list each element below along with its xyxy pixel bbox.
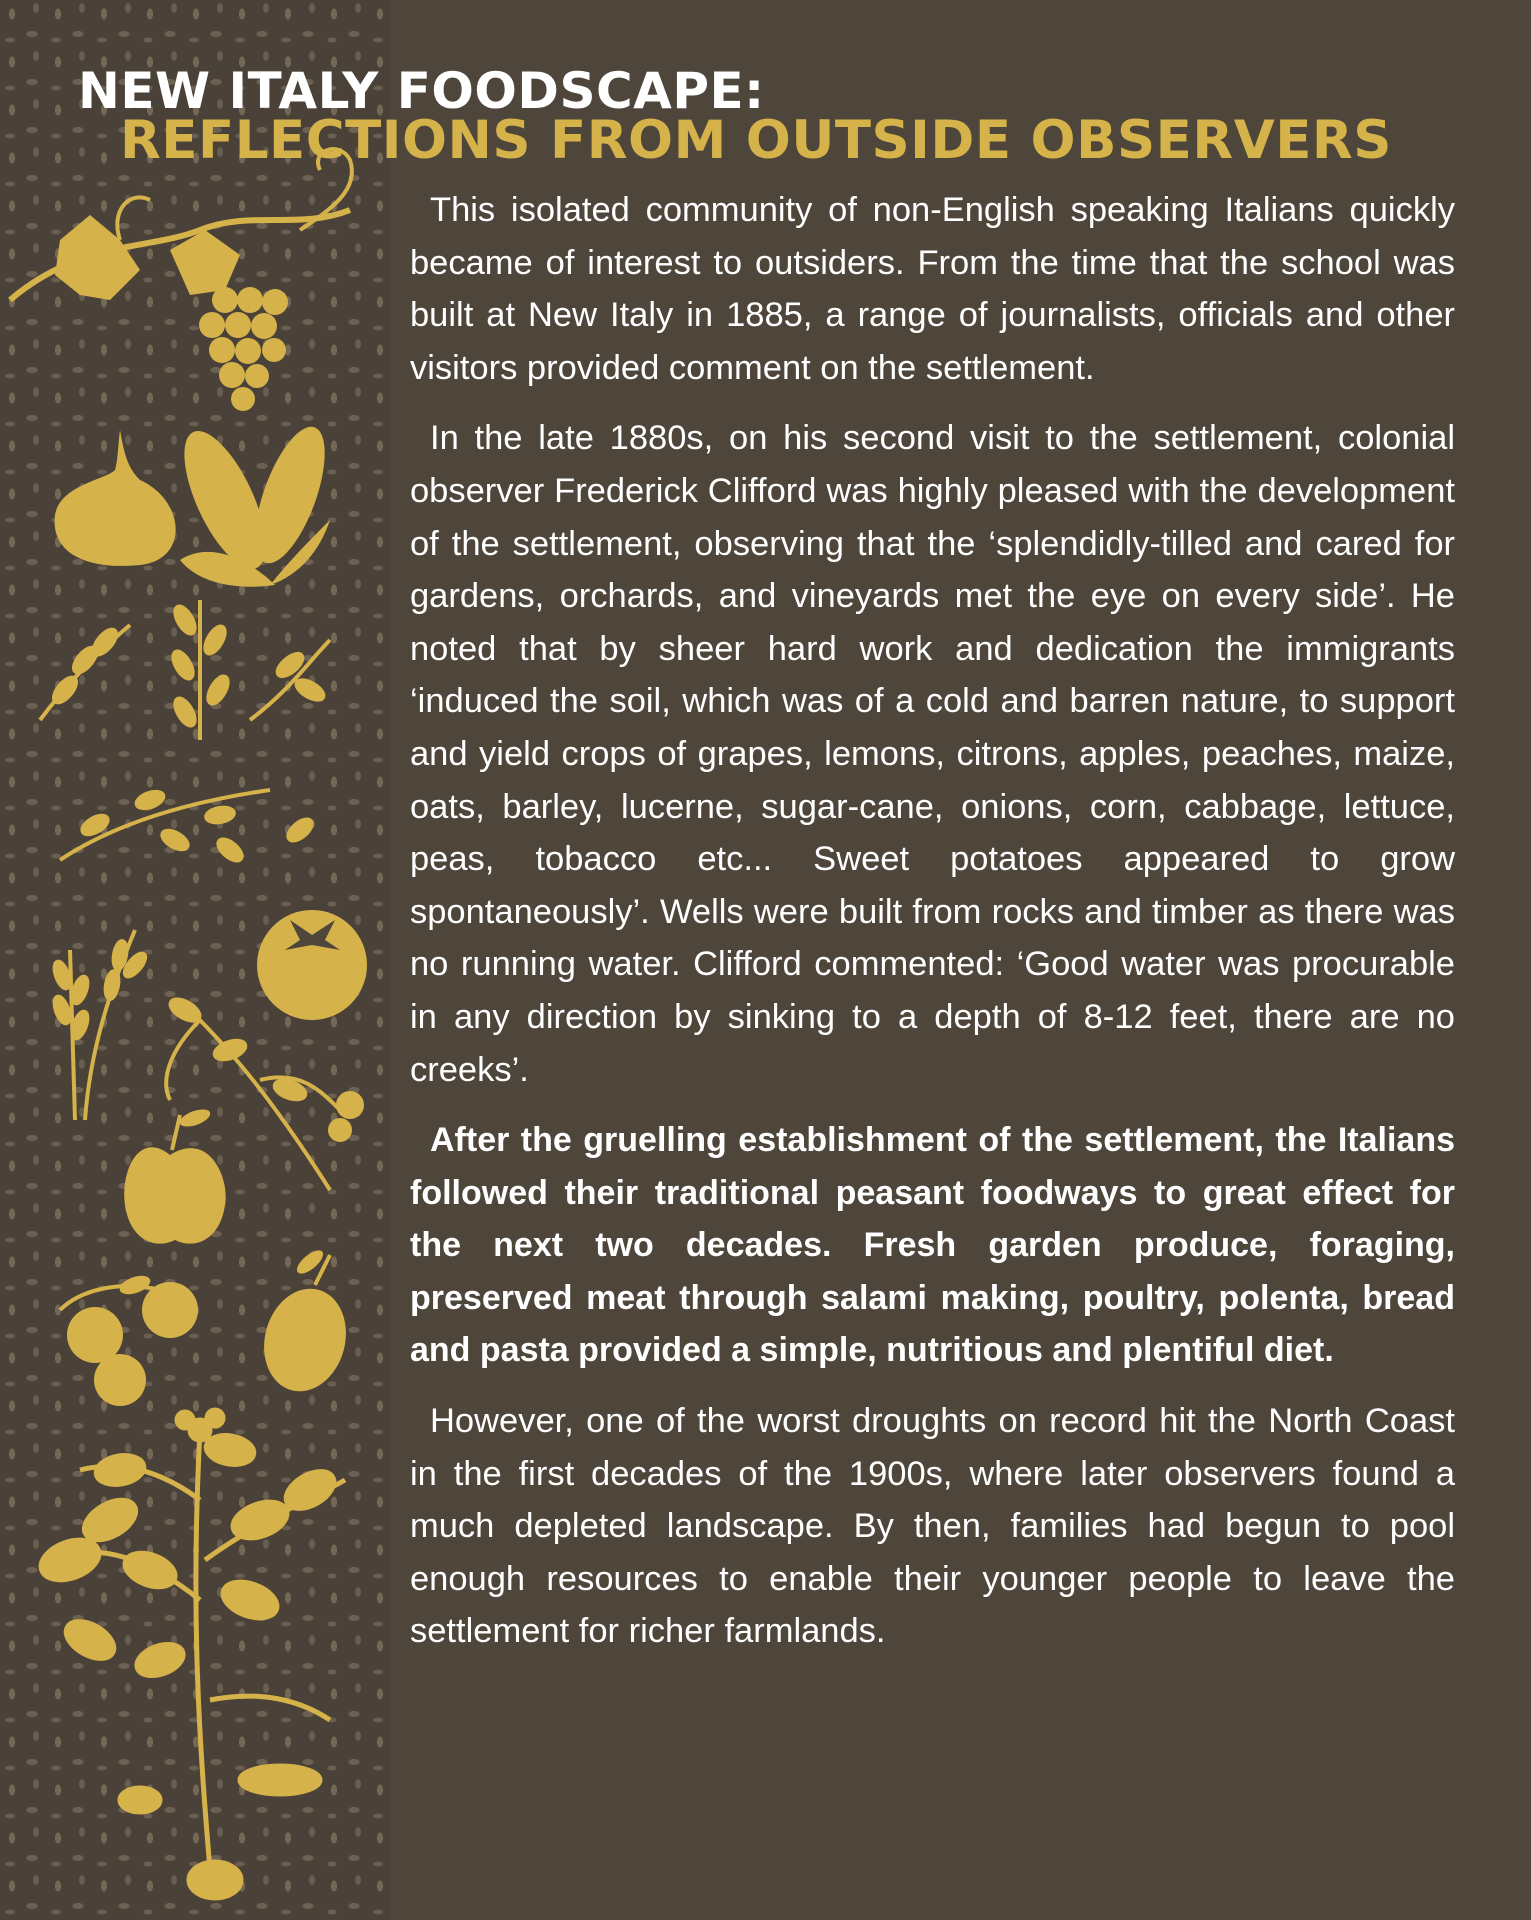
lemon-icon	[253, 1246, 357, 1400]
paragraph-intro: This isolated community of non-English speaking Italians quickly became of interest to outsiders. From the time that the school was built at New Italy in 1885, a range of journalists, officials and other visitors provided comment on the settlement.	[410, 191, 1455, 387]
title-subtitle: REFLECTIONS FROM OUTSIDE OBSERVERS	[120, 110, 1392, 171]
produce-illustration-strip	[0, 0, 390, 1920]
wheat-icon	[52, 930, 149, 1120]
herb-sprig-icon	[60, 789, 315, 865]
citrus-icon	[60, 1272, 198, 1406]
oats-icon	[40, 600, 330, 740]
corn-icon	[168, 418, 339, 586]
tomato-icon	[257, 910, 367, 1020]
apple-icon	[124, 1106, 226, 1244]
title-main: NEW ITALY FOODSCAPE:	[78, 62, 765, 120]
paragraph-foodways: After the gruelling establishment of the settlement, the Italians followed their traditional peasant foodways to great effect for the next two decades. Fresh garden produce, foraging, preserved meat through salami making, poultry, polenta, bread and pasta provided a simple, nutritious and plentiful diet.	[410, 1121, 1455, 1370]
grapevine-icon	[10, 149, 352, 411]
garlic-icon	[55, 430, 176, 566]
paragraph-clifford: In the late 1880s, on his second visit to the settlement, colonial observer Frederick Clifford was highly pleased with the development of the settlement, observing that the ‘splendidly-tilled and cared for gardens, orchards, and vineyards met the eye on every side’. He noted that by sheer hard work and dedication the immigrants ‘induced the soil, which was of a cold and barren nature, to support and yield crops of grapes, lemons, citrons, apples, peaches, maize, oats, barley, lucerne, sugar-cane, onions, corn, cabbage, lettuce, peas, tobacco etc... Sweet potatoes appeared to grow spontaneously’. Wells were built from rocks and timber as there was no running water. Clifford commented: ‘Good water was procurable in any direction by sinking to a depth of 8-12 feet, there are no creeks’.	[410, 419, 1455, 1089]
potato-plant-icon	[36, 1410, 345, 1898]
paragraph-drought: However, one of the worst droughts on record hit the North Coast in the first decades of the 1900s, where later observers found a much depleted landscape. By then, families had begun to pool enough resources to enable their younger people to leave the settlement for richer farmlands.	[410, 1402, 1455, 1651]
body-text	[410, 184, 1455, 1676]
